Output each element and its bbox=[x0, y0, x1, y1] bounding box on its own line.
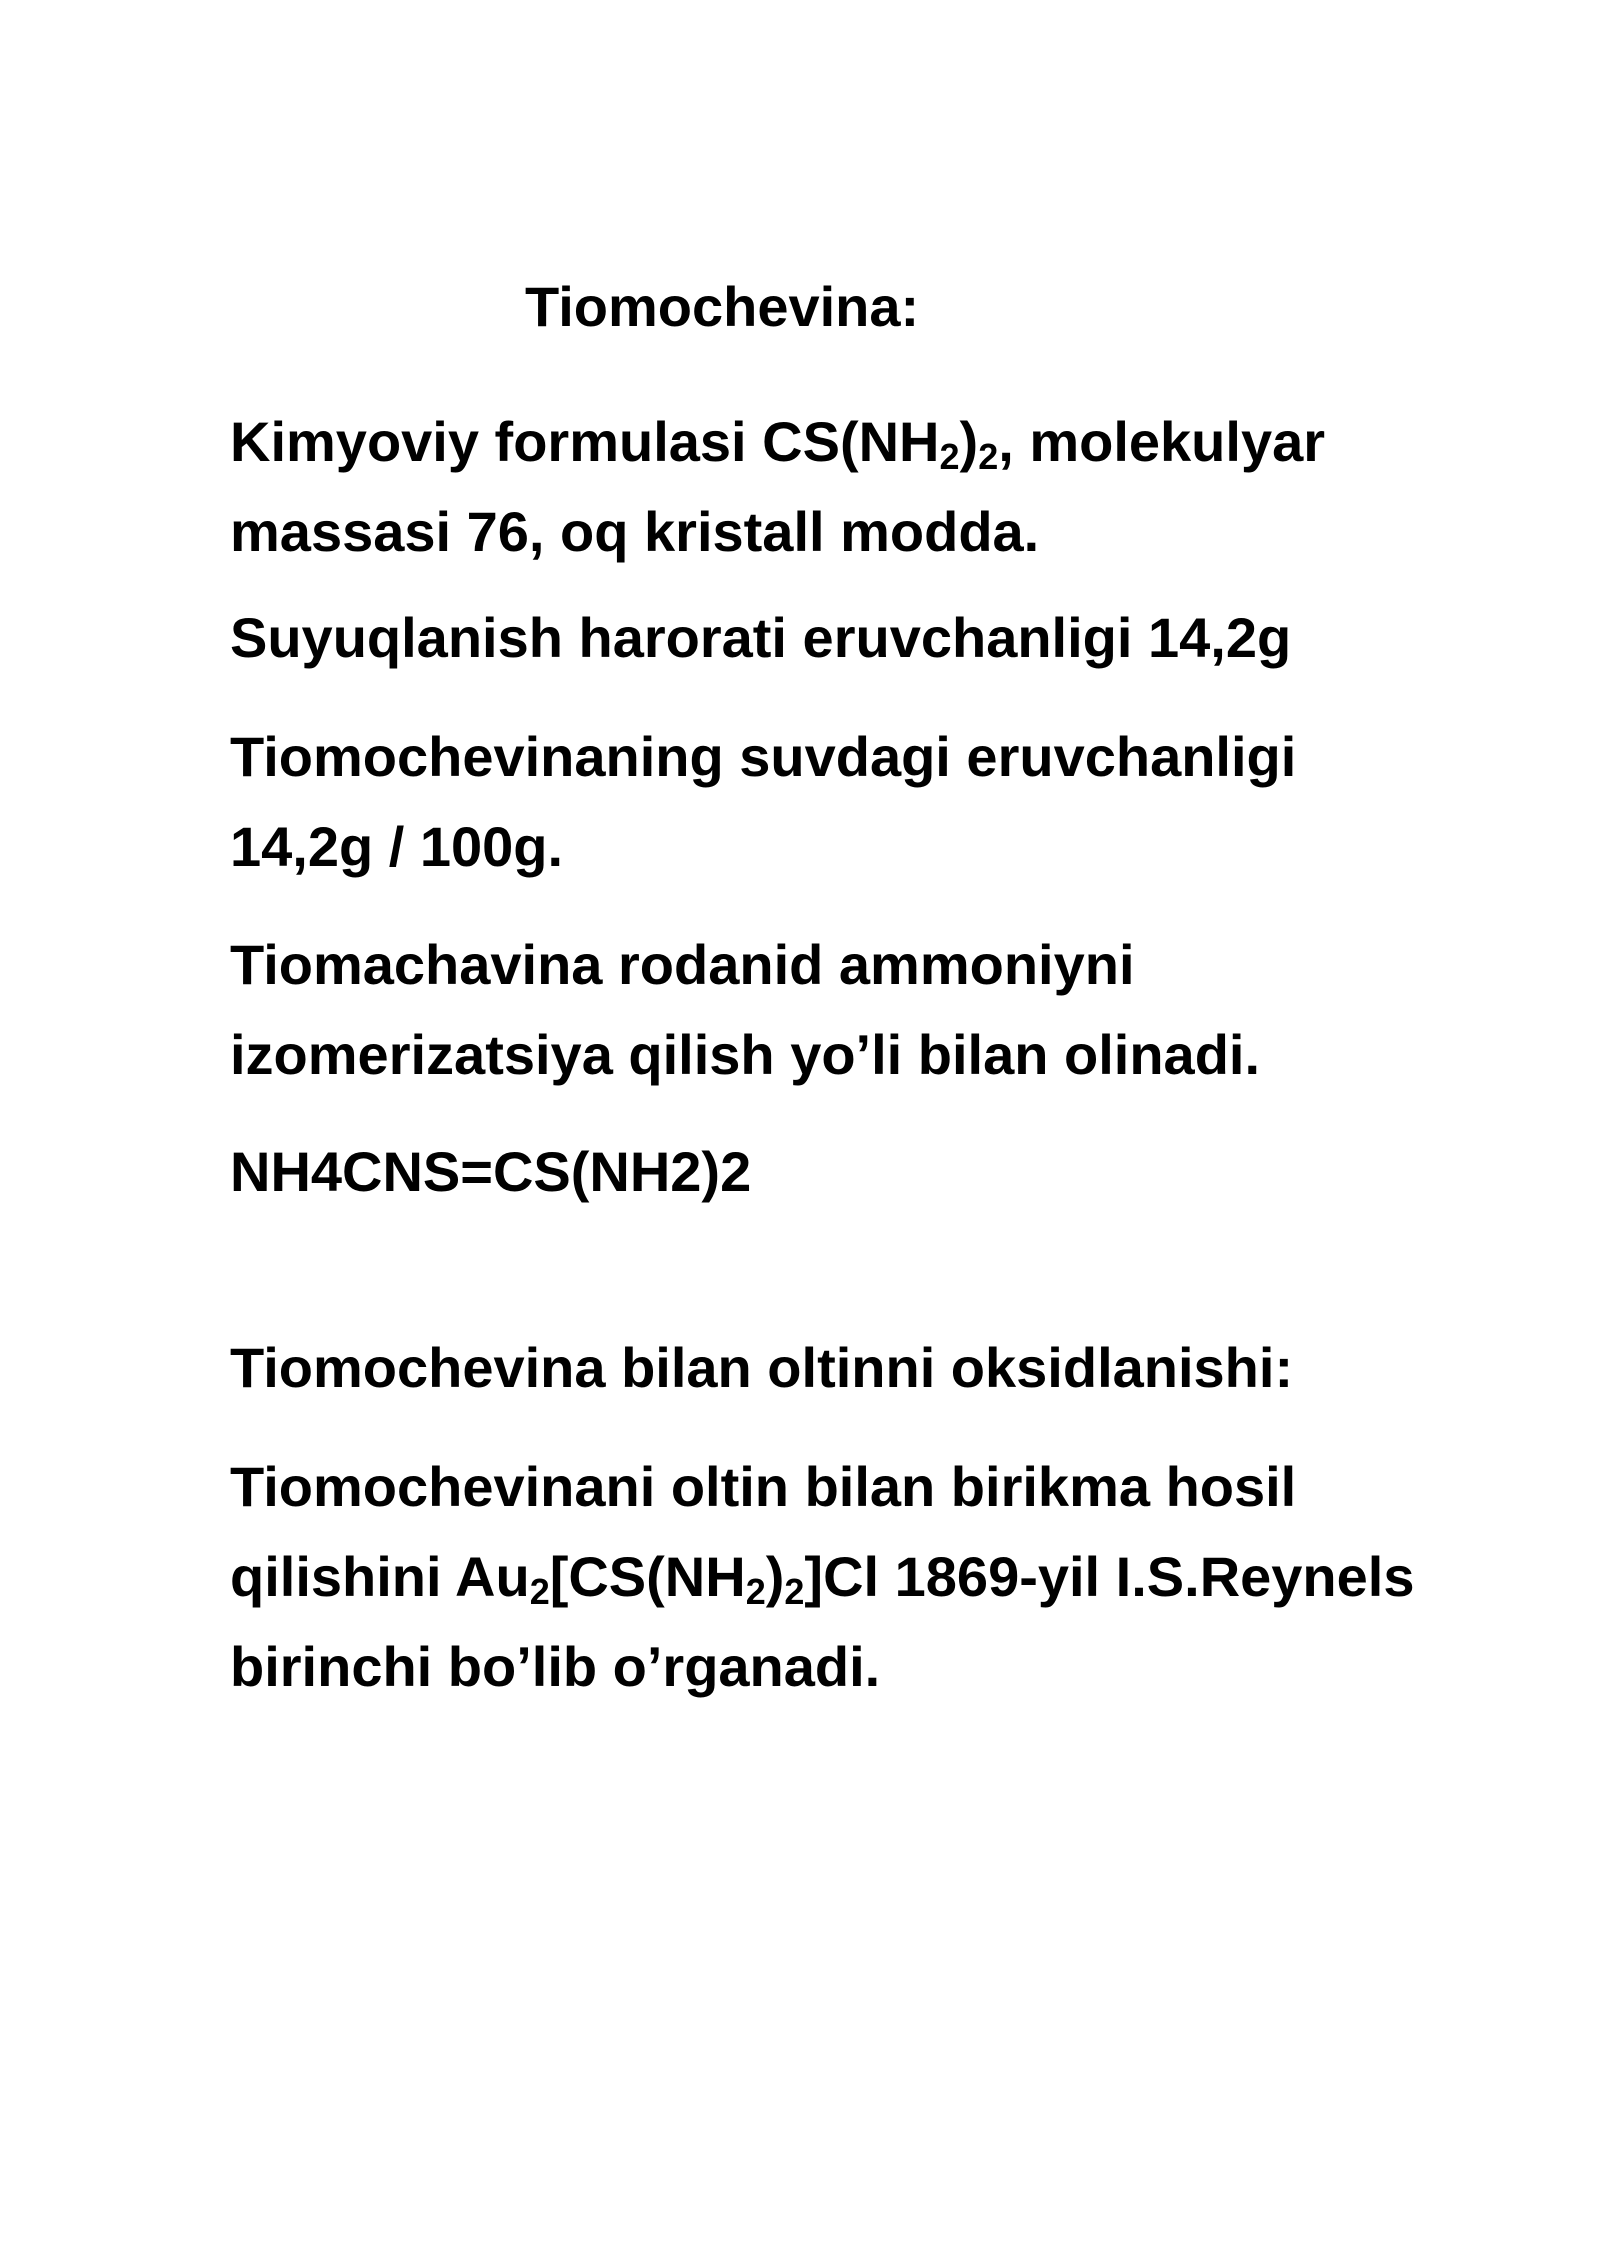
paragraph-melting-line: Suyuqlanish harorati eruvchanligi 14,2g bbox=[230, 606, 1292, 669]
subscript: 2 bbox=[529, 1571, 550, 1612]
paragraph-formula bbox=[230, 397, 1460, 577]
subscript: 2 bbox=[978, 436, 999, 477]
paragraph-gold-line-2 bbox=[230, 1532, 1460, 1622]
document-title: Tiomochevina: bbox=[525, 275, 920, 338]
paragraph-formula-line-2: massasi 76, oq kristall modda. bbox=[230, 500, 1040, 563]
paragraph-isomerization-line-2: izomerizatsiya qilish yo’li bilan olinadi. bbox=[230, 1023, 1261, 1086]
text-run: Kimyoviy formulasi CS(NH bbox=[230, 410, 940, 473]
paragraph-gold-line-1: Tiomochevinani oltin bilan birikma hosil bbox=[230, 1455, 1297, 1518]
subscript: 2 bbox=[784, 1571, 805, 1612]
subscript: 2 bbox=[745, 1571, 766, 1612]
paragraph-gold-line-3: birinchi bo’lib o’rganadi. bbox=[230, 1635, 881, 1698]
text-run: qilishini Au bbox=[230, 1545, 530, 1608]
text-run: ) bbox=[765, 1545, 785, 1608]
section-heading bbox=[230, 1323, 1460, 1413]
text-run: ) bbox=[959, 410, 979, 473]
paragraph-isomerization-line-1: Tiomachavina rodanid ammoniyni bbox=[230, 933, 1135, 996]
text-run: , molekulyar bbox=[998, 410, 1326, 473]
subscript: 2 bbox=[939, 436, 960, 477]
equation bbox=[230, 1127, 1460, 1217]
text-run: ]Cl 1869-yil I.S.Reynels bbox=[804, 1545, 1415, 1608]
paragraph-solubility bbox=[230, 712, 1460, 892]
paragraph-solubility-line-2: 14,2g / 100g. bbox=[230, 815, 564, 878]
section-heading-line: Tiomochevina bilan oltinni oksidlanishi: bbox=[230, 1336, 1294, 1399]
paragraph-isomerization bbox=[230, 920, 1460, 1100]
text-run: [CS(NH bbox=[549, 1545, 746, 1608]
paragraph-gold bbox=[230, 1442, 1460, 1712]
equation-line: NH4CNS=CS(NH2)2 bbox=[230, 1140, 752, 1203]
paragraph-melting bbox=[230, 593, 1460, 683]
paragraph-solubility-line-1: Tiomochevinaning suvdagi eruvchanligi bbox=[230, 725, 1297, 788]
paragraph-formula-line-1 bbox=[230, 397, 1460, 487]
